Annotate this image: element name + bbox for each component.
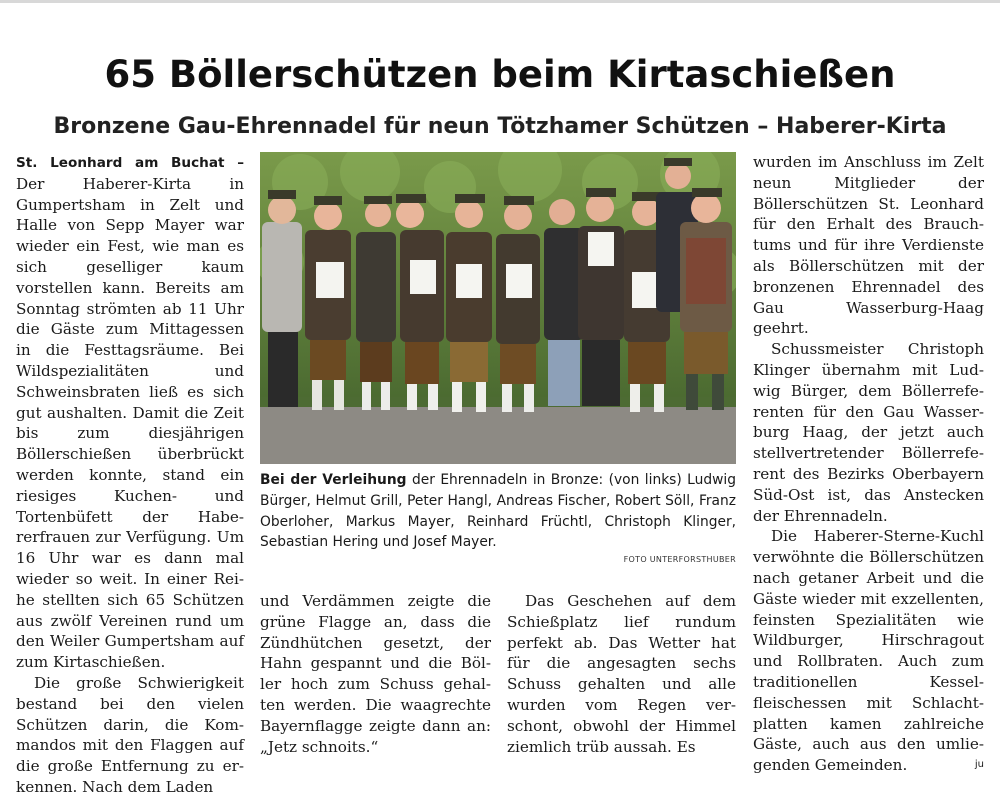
paragraph: Die große Schwierigkeit bestand bei den vielen Schützen darin, die Kommandos mit den Flaggen auf die große Entfernung zu erkennen. Nach dem Laden [16, 673, 244, 796]
paragraph: Die Haberer-Sterne-Kuchl verwöhnte die Böllerschützen nach getaner Arbeit und die Gäste wieder mit exzellenten, feinsten Spezialitäten wie Wildburger, Hirschragout und Rollbraten. Auch zum traditionellen Kesselfleischessen mit Schlachtplatten kamen zahlreiche Gäste, auch aus den umliegenden Gemeinden. [753, 527, 984, 775]
paragraph: wurden im Anschluss im Zelt neun Mitglieder der Böllerschützen St. Leonhard für den Erhalt des Brauchtums und für ihre Verdienste als Böllerschützen mit der bronzenen Ehrennadel des Gau Wasserburg-Haag geehrt. [753, 153, 984, 338]
article-column-3 [260, 591, 491, 757]
caption-lead: Bei der Verleihung [260, 472, 407, 488]
caption-text: der Ehrennadeln in Bronze: (von links) Ludwig Bürger, Helmut Grill, Peter Hangl, Andreas Fischer, Robert Söll, Franz Oberloher, Markus Mayer, Reinhard Früchtl, Christoph Klinger, Sebastian Hering und Josef Mayer. [260, 472, 736, 551]
dateline: St. Leonhard am Buchat – [16, 155, 244, 171]
article-column-5 [753, 152, 984, 776]
photo-credit: FOTO UNTERFORSTHUBER [623, 555, 736, 564]
photo-caption [260, 470, 736, 553]
article-column-1 [16, 152, 244, 798]
group-photo [260, 152, 736, 464]
subheadline: Bronzene Gau-Ehrennadel für neun Tötzhamer Schützen – Haberer-Kirta [53, 114, 947, 139]
paragraph: Das Geschehen auf dem Schießplatz lief rundum perfekt ab. Das Wetter hat für die angesagten sechs Schuss gehalten und alle wurden vom Regen verschont, obwohl der Himmel ziemlich trüb aussah. Es [507, 592, 736, 756]
photo-illustration [260, 152, 736, 464]
headline: 65 Böllerschützen beim Kirtaschießen [104, 53, 896, 96]
paragraph: Schussmeister Christoph Klinger übernahm mit Ludwig Bürger, dem Böllerreferenten für den Gau Wasserburg Haag, der jetzt auch stellvertretender Böllerreferent des Bezirks Oberbayern Süd-Ost ist, das Anstecken der Ehrennadeln. [753, 340, 984, 525]
paragraph: und Verdämmen zeigte die grüne Flagge an, dass die Zündhütchen gesetzt, der Hahn gespannt und die Böller hoch zum Schuss gehalten werden. Die waagrechte Bayernflagge zeigte dann an: „Jetz schnoits.“ [260, 592, 491, 756]
author-signature: ju [974, 759, 984, 771]
top-rule [0, 0, 1000, 3]
article-column-4 [507, 591, 736, 757]
paragraph: Der Haberer-Kirta in Gumpertsham in Zelt und Halle von Sepp Mayer war wieder ein Fest, wie man es sich geselliger kaum vorstellen kann. Bereits am Sonntag strömten ab 11 Uhr die Gäste zum Mittagessen in die Festtagsräume. Bei Wildspezialitäten und Schweinsbraten ließ es sich gut aushalten. Damit die Zeit bis zum diesjährigen Böllerschießen überbrückt werden konnte, stand ein riesiges Kuchen- und Tortenbüfett der Habererfrauen zur Verfügung. Um 16 Uhr war es dann mal wieder so weit. In einer Reihe stellten sich 65 Schützen aus zwölf Vereinen rund um den Weiler Gumpertsham auf zum Kirtaschießen. [16, 174, 244, 672]
